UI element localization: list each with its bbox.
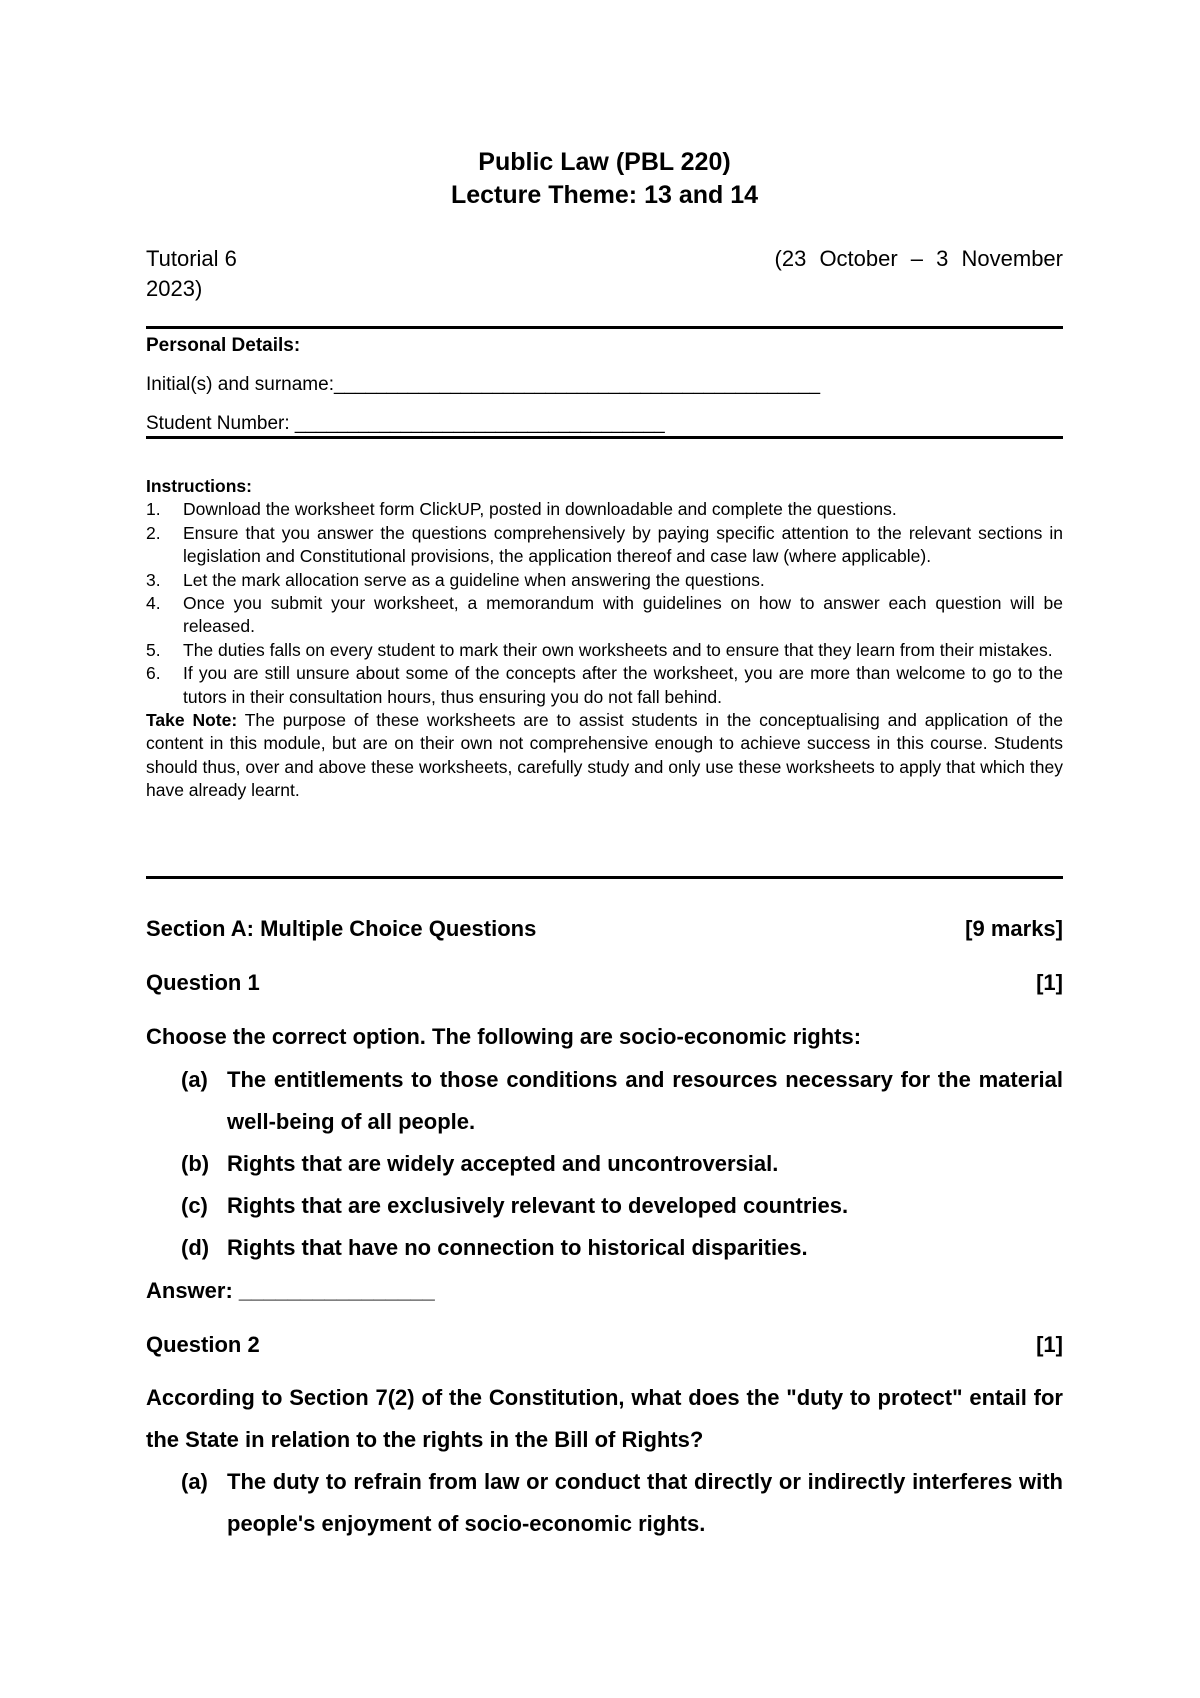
list-item — [146, 498, 1063, 521]
item-number: 6. — [146, 663, 161, 684]
option-label: (d) — [181, 1235, 210, 1260]
option-text: Rights that have no connection to historical disparities. — [227, 1235, 808, 1260]
tutorial-year: 2023) — [146, 276, 203, 301]
list-item — [146, 662, 1063, 709]
option-text: Rights that are exclusively relevant to developed countries. — [227, 1193, 849, 1218]
take-note-label: Take Note: — [146, 710, 238, 731]
question-marks: [1] — [1036, 1332, 1063, 1357]
option-label: (a) — [181, 1067, 208, 1092]
option-text: Rights that are widely accepted and uncontroversial. — [227, 1151, 779, 1176]
instructions-list — [146, 498, 1063, 709]
item-text: If you are still unsure about some of the concepts after the worksheet, you are more than welcome to go to the tutors in their consultation hours, thus ensuring you do not fall behind. — [183, 663, 1063, 707]
question-label: Question 2 — [146, 1332, 260, 1357]
option-a[interactable] — [181, 1059, 1063, 1143]
divider — [146, 326, 1063, 329]
option-label: (a) — [181, 1469, 208, 1494]
personal-details-heading: Personal Details: — [146, 335, 301, 356]
list-item — [146, 522, 1063, 569]
option-b[interactable] — [181, 1143, 1063, 1185]
item-text: Let the mark allocation serve as a guideline when answering the questions. — [183, 569, 765, 590]
question-2-header — [146, 1330, 1063, 1360]
option-label: (c) — [181, 1193, 208, 1218]
section-marks: [9 marks] — [965, 916, 1063, 941]
question-label: Question 1 — [146, 970, 260, 995]
option-label: (b) — [181, 1151, 210, 1176]
item-number: 2. — [146, 522, 161, 543]
student-number-field[interactable]: Student Number: ___________________________________ — [146, 413, 665, 434]
item-text: Download the worksheet form ClickUP, posted in downloadable and complete the questions. — [183, 499, 897, 520]
option-text: The duty to refrain from law or conduct that directly or indirectly interferes with people's enjoyment of socio-economic rights. — [227, 1469, 1063, 1536]
item-number: 1. — [146, 499, 161, 520]
item-text: Ensure that you answer the questions comprehensively by paying specific attention to the relevant sections in legislation and Constitutional provisions, the application thereof and case law (where applicable). — [183, 522, 1063, 567]
option-a[interactable] — [181, 1461, 1063, 1545]
item-number: 4. — [146, 593, 161, 614]
item-text: The duties falls on every student to mark their own worksheets and to ensure that they learn from their mistakes. — [183, 639, 1053, 660]
item-text: Once you submit your worksheet, a memorandum with guidelines on how to answer each question will be released. — [183, 593, 1063, 637]
document-title: Public Law (PBL 220) — [478, 148, 731, 176]
take-note-text: The purpose of these worksheets are to assist students in the conceptualising and application of the content in this module, but are on their own not comprehensive enough to achieve success in this course. Students should thus, over and above these worksheets, carefully study and only use these worksheets to apply that which they have already learnt. — [146, 710, 1063, 801]
answer-field[interactable]: Answer: ________________ — [146, 1278, 435, 1303]
question-1-prompt: Choose the correct option. The following are socio-economic rights: — [146, 1024, 862, 1049]
question-2-prompt: According to Section 7(2) of the Constitution, what does the "duty to protect" entail for the State in relation to the rights in the Bill of Rights? — [146, 1385, 1063, 1452]
option-d[interactable] — [181, 1227, 1063, 1269]
lecture-theme: Lecture Theme: 13 and 14 — [450, 181, 759, 209]
tutorial-dates: (23 October – 3 November — [774, 246, 1063, 271]
instructions-heading: Instructions: — [146, 476, 252, 496]
list-item — [146, 569, 1063, 592]
name-field[interactable]: Initial(s) and surname:______________________________________________ — [146, 374, 821, 395]
list-item — [146, 592, 1063, 639]
divider — [146, 436, 1063, 439]
section-a-header — [146, 914, 1063, 944]
instructions-block — [146, 475, 1063, 803]
item-number: 5. — [146, 639, 161, 660]
list-item — [146, 639, 1063, 662]
option-c[interactable] — [181, 1185, 1063, 1227]
tutorial-number: Tutorial 6 — [146, 246, 237, 271]
option-text: The entitlements to those conditions and resources necessary for the material well-being of all people. — [227, 1067, 1063, 1134]
take-note — [146, 709, 1063, 803]
question-1-header — [146, 968, 1063, 998]
question-marks: [1] — [1036, 970, 1063, 995]
item-number: 3. — [146, 569, 161, 590]
divider — [146, 876, 1063, 879]
section-title: Section A: Multiple Choice Questions — [146, 916, 537, 941]
